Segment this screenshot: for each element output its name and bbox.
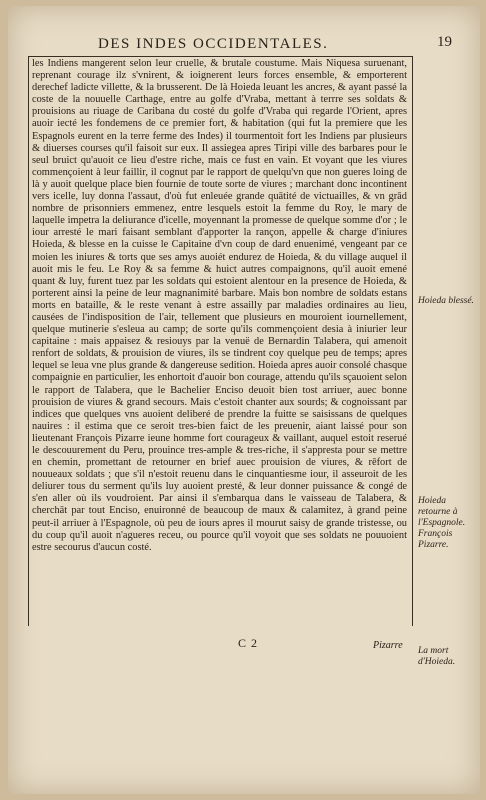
running-title: DES INDES OCCIDENTALES. (98, 36, 329, 52)
margin-note-return: Hoieda retourne à l'Espagnole. François Pizarre. (418, 496, 466, 550)
page-number: 19 (437, 34, 452, 50)
catchword: Pizarre (373, 640, 403, 651)
left-frame-rule (28, 56, 29, 626)
header-rule (28, 56, 412, 57)
margin-note-wounded: Hoieda blessé. (418, 296, 474, 306)
signature-mark: C 2 (238, 636, 259, 650)
margin-note-death: La mort d'Hoieda. (418, 646, 456, 667)
right-frame-rule (412, 56, 413, 626)
running-header (38, 34, 458, 56)
main-text-block (32, 58, 407, 623)
body-paragraph: les Indiens mangerent selon leur cruelle, & brutale coustume. Mais Niquesa suruenant, reprenant courage ilz s'vnirent, & ioignerent leurs forces ensemble, & emporterent derechef ladicte villette, & la brusserent. De là Hoieda leuant les ancres, & ayant passé la coste de la nouuelle Carthage, entre au golfe d'Vraba, mettant à terrre ses soldats & prouisions au riuage de Caribana du costé du golfe d'Vraba qui regarde l'Orient, apres auoir iecté les fondemens de ce premier fort, & habitation (qui fut la premiere que les Espagnols eurent en la terre ferme des Indes) il tourmentoit fort les Indiens par plusieurs & diuerses courses qu'il faisoit sur eux. Il assiegea apres Tiripi ville des barbares pour le seul bruict qu'auoit ce lieu d'estre riche, mais ce fust en vain. Et voyant que les viures commençoient à leur faillir, il cognut par le rapport de quelqu'vn que non gueres loing de là y auoit quelque place bien fournie de toute sorte de viures ; marchant donc incontinent vers icelle, luy donna l'assaut, d'où fut enleuée grande quātité de victuailles, & vn grād nombre de prisonniers emmenez, entre lesquels estoit la femme du Roy, le mary de laquelle impetra la deliurance d'icelle, moyennant la promesse de quelque somme d'or ; le iour arresté le mari faisant semblant d'apporter la rançon, appelle & charge d'iniures Hoieda, & blesse en la cuisse le Capitaine d'vn coup de dard enuenimé, vengeant par ce moien les iniures & torts que ses amys auoiét endurez de Hoieda, & du village auquel il auoit mis le feu. Le Roy & sa femme & huict autres compaignons, qu'il auoit emené quant & luy, furent tuez par les soldats qui estoient alentour en la presence de Hoieda, & porterent ainsi la peine de leur magnanimité barbare. Mais bon nombre de soldats estans morts en bataille, & le reste venant à estre assailly par maladies ordinaires au lieu, causées de l'indisposition de l'air, tellement que plusieurs en mouroient iournellement, quelque mutinerie s'esleua au camp; de sorte qu'ils commençoient desia à iniurier leur capitaine : mais appaisez & resiouys par la venuë de Bernardin Talabera, qui amenoit renfort de soldats, & prouision de viures, ils se tindrent coy quelque peu de temps; apres lequel se leua vne plus grande & dangereuse sedition. Hoieda apres auoir consolé chasque compaignie en particulier, les enhortoit d'auoir bon courage, attendu qu'ils sçauoient selon le rapport de Talabera, que le Bachelier Enciso deuoit bien tost arriuer, auec bonne prouision de viures & grand secours. Mais c'estoit chanter aux sourds; & cognoissant par indices que quelques vns auoient deliberé de prendre la fuitte se saisissans de quelques nauires : il estima que ce seroit tres-bien faict de les preuenir, aiant laissé pour son lieutenant François Pizarre ieune homme fort courageux & vaillant, auquel estoit reserué le descouurement du Peru, prouince tres-ample & tres-riche, il s'appresta pour se mettre en chemin, promettant de retourner en brief auec prouision de viures, & rēfort de nouueaux soldats ; que s'il n'estoit reuenu dans le cinquantiesme iour, il asseuroit de les deliurer tous du serment qu'ils luy auoient presté, & leur donner puissance & congé de s'en aller où ils voudroient. Par ainsi il s'embarqua dans le vaisseau de Talabera, & cherchāt par tout Enciso, enuironné de beaucoup de maux & calamitez, à grand peine peut-il arriuer à l'Espagnole, où peu de iours apres il mourut saisy de grande tristesse, ou du coup qu'il auoit n'agueres receu, ou pource qu'il voyoit que ses soldats ne pouuoient estre secourus d'aucun costé. (32, 58, 407, 553)
book-page (8, 6, 480, 794)
